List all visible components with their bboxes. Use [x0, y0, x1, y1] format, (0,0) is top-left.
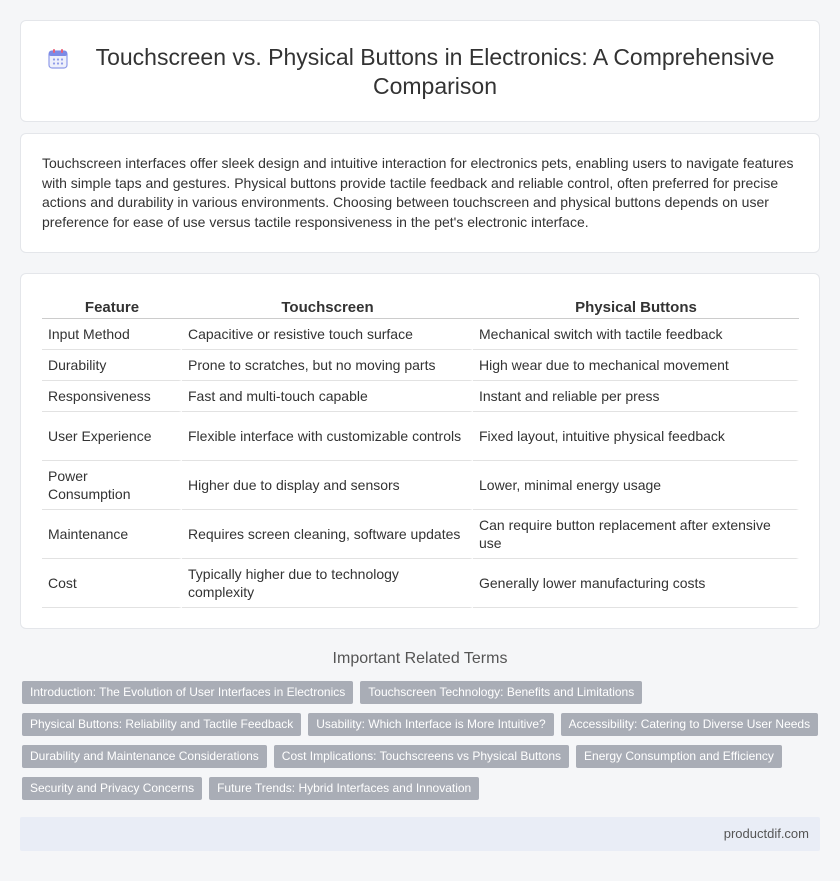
row-physical: Mechanical switch with tactile feedback — [473, 319, 799, 350]
row-feature: Responsiveness — [42, 381, 182, 412]
row-feature: Durability — [42, 350, 182, 381]
row-touchscreen: Requires screen cleaning, software updates — [182, 510, 473, 559]
table-row — [42, 412, 799, 461]
row-touchscreen: Fast and multi-touch capable — [182, 381, 473, 412]
related-tag[interactable]: Security and Privacy Concerns — [22, 777, 202, 800]
table-row — [42, 559, 799, 608]
comparison-card — [20, 273, 820, 629]
related-tag[interactable]: Durability and Maintenance Considerations — [22, 745, 267, 768]
header-physical-buttons: Physical Buttons — [473, 294, 799, 319]
title-card — [20, 20, 820, 122]
page-title: Touchscreen vs. Physical Buttons in Electronics: A Comprehensive Comparison — [95, 44, 775, 99]
header-touchscreen: Touchscreen — [182, 294, 473, 319]
related-terms-list — [22, 681, 822, 800]
header-feature: Feature — [42, 294, 182, 319]
related-tag[interactable]: Introduction: The Evolution of User Interfaces in Electronics — [22, 681, 353, 704]
row-feature: Maintenance — [42, 510, 182, 559]
comparison-table — [42, 294, 799, 608]
related-tag[interactable]: Usability: Which Interface is More Intuitive? — [308, 713, 553, 736]
row-feature: Input Method — [42, 319, 182, 350]
row-touchscreen: Prone to scratches, but no moving parts — [182, 350, 473, 381]
row-feature: Power Consumption — [42, 461, 182, 510]
table-row — [42, 350, 799, 381]
row-physical: Lower, minimal energy usage — [473, 461, 799, 510]
row-touchscreen: Flexible interface with customizable controls — [182, 412, 473, 461]
row-physical: Generally lower manufacturing costs — [473, 559, 799, 608]
table-row — [42, 319, 799, 350]
table-row — [42, 510, 799, 559]
intro-paragraph: Touchscreen interfaces offer sleek design and intuitive interaction for electronics pets, enabling users to navigate features with simple taps and gestures. Physical buttons provide tactile feedback and reliable control, often preferred for precise actions and durability in various environments. Choosing between touchscreen and physical buttons depends on user preference for ease of use versus tactile responsiveness in the pet's electronic interface. — [42, 155, 794, 230]
intro-card — [20, 133, 820, 253]
row-feature: User Experience — [42, 412, 182, 461]
table-header-row — [42, 294, 799, 319]
footer — [20, 817, 820, 851]
related-tag[interactable]: Future Trends: Hybrid Interfaces and Innovation — [209, 777, 479, 800]
related-tag[interactable]: Energy Consumption and Efficiency — [576, 745, 782, 768]
row-touchscreen: Higher due to display and sensors — [182, 461, 473, 510]
row-touchscreen: Capacitive or resistive touch surface — [182, 319, 473, 350]
row-touchscreen: Typically higher due to technology complexity — [182, 559, 473, 608]
table-row — [42, 381, 799, 412]
related-tag[interactable]: Accessibility: Catering to Diverse User Needs — [561, 713, 818, 736]
related-terms-title: Important Related Terms — [332, 650, 508, 667]
table-row — [42, 461, 799, 510]
row-physical: Fixed layout, intuitive physical feedback — [473, 412, 799, 461]
row-physical: Can require button replacement after extensive use — [473, 510, 799, 559]
related-tag[interactable]: Cost Implications: Touchscreens vs Physical Buttons — [274, 745, 569, 768]
related-tag[interactable]: Physical Buttons: Reliability and Tactile Feedback — [22, 713, 301, 736]
row-feature: Cost — [42, 559, 182, 608]
footer-site-link[interactable]: productdif.com — [723, 826, 809, 841]
row-physical: High wear due to mechanical movement — [473, 350, 799, 381]
row-physical: Instant and reliable per press — [473, 381, 799, 412]
related-tag[interactable]: Touchscreen Technology: Benefits and Limitations — [360, 681, 642, 704]
